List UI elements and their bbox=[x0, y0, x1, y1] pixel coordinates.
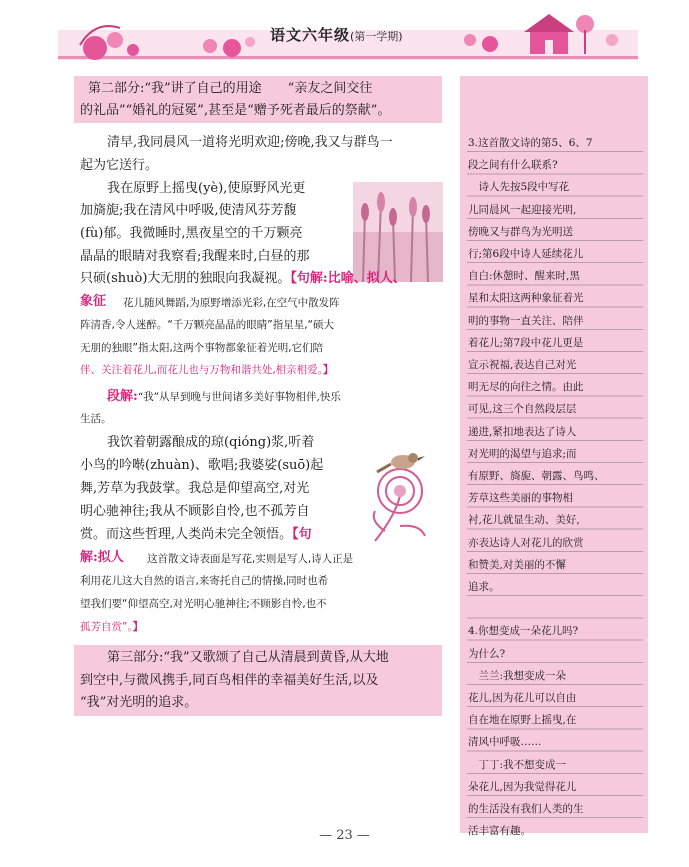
section-summary-line: 的礼品”“婚礼的冠冕”,甚至是“赠予死者最后的祭献”。 bbox=[80, 103, 391, 118]
sidebar-note-line: 行;第6段中诗人延续花儿 bbox=[468, 248, 584, 260]
sidebar-note-line: 亦表达诗人对花儿的欣赏 bbox=[468, 536, 584, 549]
paragraph-line: 我在原野上摇曳(yè),使原野风光更 bbox=[107, 181, 306, 196]
annotation-note-text: 孤芳自赏”。 bbox=[80, 621, 133, 633]
sidebar-note-line: 递进,紧扣地表达了诗人 bbox=[468, 425, 577, 438]
sidebar-note-line: 明的事物一直关注、陪伴 bbox=[468, 314, 584, 327]
sidebar-note-line: 4.你想变成一朵花儿吗? bbox=[468, 625, 579, 638]
paragraph-line: 舞,芳草为我鼓掌。我总是仰望高空,对光 bbox=[80, 481, 310, 496]
sentence-analysis-tag: 解:拟人 bbox=[80, 550, 124, 565]
sidebar-note-line: 3.这首散文诗的第5、6、7 bbox=[468, 137, 593, 149]
sidebar-note-line: 自在地在原野上摇曳,在 bbox=[468, 714, 577, 727]
paragraph-analysis bbox=[107, 386, 341, 409]
paragraph-line bbox=[80, 268, 406, 291]
sidebar-note-line: 丁丁:我不想变成一 bbox=[468, 758, 567, 771]
sidebar-note-line: 有原野、旖旎、朝露、鸟鸣、 bbox=[468, 470, 605, 482]
sidebar-note-line: 星和太阳这两种象征着光 bbox=[468, 292, 584, 305]
flower-field-illustration bbox=[353, 182, 443, 282]
sidebar-note-line: 花儿,因为花儿可以自由 bbox=[468, 692, 577, 704]
sidebar-note-line: 为什么? bbox=[468, 647, 506, 660]
annotation-note-line: 望我们要“仰望高空,对光明心驰神往;不顾影自怜,也不 bbox=[80, 598, 327, 610]
sidebar-note-line: 自白:休憩时、醒来时,黑 bbox=[468, 270, 580, 283]
paragraph-line: 我饮着朝露酿成的琼(qióng)浆,听着 bbox=[107, 435, 315, 450]
paragraph-line: 小鸟的吟啭(zhuàn)、歌唱;我婆娑(suō)起 bbox=[80, 458, 324, 473]
annotation-note-line bbox=[80, 616, 143, 638]
paragraph-analysis-label: 段解: bbox=[107, 389, 138, 404]
sidebar-note-line: 诗人先按5段中写花 bbox=[468, 181, 570, 194]
paragraph-line: 清早,我同晨风一道将光明欢迎;傍晚,我又与群鸟一 bbox=[107, 135, 393, 150]
paragraph-analysis-text: “我”从早到晚与世间诸多美好事物相伴,快乐 bbox=[137, 391, 341, 403]
sidebar-note-line: 对光明的渴望与追求;而 bbox=[468, 447, 577, 460]
paragraph-line: (fù)郁。我微睡时,黑夜星空的千万颗亮 bbox=[80, 226, 303, 241]
section-summary-line: “我”对光明的追求。 bbox=[80, 695, 198, 710]
annotation-note-line: 花儿随风舞蹈,为原野增添光彩,在空气中散发阵 bbox=[123, 297, 340, 309]
paragraph-text: 赏。而这些哲理,人类尚未完全领悟。 bbox=[80, 527, 293, 542]
paragraph-line: 起为它送行。 bbox=[80, 158, 159, 173]
section-summary-line: 到空中,与微风携手,同百鸟相伴的幸福美好生活,以及 bbox=[80, 673, 379, 688]
sidebar-note-line: 段之间有什么联系? bbox=[468, 159, 558, 172]
sidebar-note-line: 芳草这些美丽的事物相 bbox=[468, 492, 573, 505]
bird-on-flower-illustration bbox=[355, 436, 445, 546]
page-number: — 23 — bbox=[319, 828, 370, 843]
sidebar-note-line: 傍晚又与群鸟为光明送 bbox=[468, 225, 573, 238]
paragraph-line bbox=[80, 524, 312, 547]
paragraph-line: 晶晶的眼睛对我察看;我醒来时,白昼的那 bbox=[80, 249, 310, 264]
sidebar-note-line: 衬,花儿就显生动、美好, bbox=[468, 514, 580, 527]
book-term: (第一学期) bbox=[350, 30, 403, 43]
annotation-note-line: 阵清香,令人迷醉。“千万颗亮晶晶的眼睛”指星星,“硕大 bbox=[80, 319, 334, 331]
paragraph-line: 加旖旎;我在清风中呼吸,使清风芬芳馥 bbox=[80, 203, 297, 218]
annotation-note-line: 无朋的独眼”指太阳,这两个事物都象征着光明,它们陪 bbox=[80, 342, 324, 354]
sidebar-note-line: 活丰富有趣。 bbox=[468, 825, 531, 838]
book-title-text: 语文六年级 bbox=[270, 26, 351, 44]
sentence-analysis-tag: 【句解:比喻、拟人、 bbox=[290, 271, 406, 286]
annotation-note-text: 伴、关注着花儿,而花儿也与万物和谐共处,相亲相爱。 bbox=[80, 364, 323, 376]
annotation-note-line: 利用花儿这大自然的语言,来寄托自己的情操,同时也希 bbox=[80, 575, 329, 587]
sentence-analysis-tag: 】 bbox=[322, 364, 334, 376]
sidebar-note-line: 着花儿;第7段中花儿更是 bbox=[468, 336, 584, 349]
section-summary-line: 第三部分:“我”又歌颂了自己从清晨到黄昏,从大地 bbox=[107, 650, 389, 665]
paragraph-text: 只硕(shuò)大无朋的独眼向我凝视。 bbox=[80, 271, 291, 286]
sidebar-note-line: 儿同晨风一起迎接光明, bbox=[468, 203, 577, 216]
paragraph-line: 明心驰神往;我从不顾影自怜,也不孤芳自 bbox=[80, 504, 310, 519]
sidebar-note-line: 的生活没有我们人类的生 bbox=[468, 803, 584, 815]
section-summary-line: 第二部分:“我”讲了自己的用途 “亲友之间交往 bbox=[88, 81, 373, 96]
book-title bbox=[270, 24, 403, 45]
sidebar-note-line: 清风中呼吸…… bbox=[468, 736, 542, 749]
sidebar-note-line: 明无尽的向往之情。由此 bbox=[468, 381, 584, 394]
annotation-note-line bbox=[80, 359, 333, 381]
sidebar-note-line: 和赞美,对美丽的不懈 bbox=[468, 558, 566, 571]
sidebar-note-line: 追求。 bbox=[468, 581, 500, 593]
sidebar-note-line: 朵花儿,因为我觉得花儿 bbox=[468, 780, 577, 793]
sentence-analysis-tag: 】 bbox=[132, 621, 144, 633]
sentence-analysis-tag: 【句 bbox=[292, 527, 312, 542]
sidebar-note-line: 可见,这三个自然段层层 bbox=[468, 403, 577, 416]
paragraph-analysis-text: 生活。 bbox=[80, 413, 112, 425]
page-header bbox=[0, 0, 689, 66]
annotation-note-line: 这首散文诗表面是写花,实则是写人,诗人正是 bbox=[147, 553, 354, 565]
sidebar-note-line: 兰兰:我想变成一朵 bbox=[468, 669, 567, 682]
sidebar-note-line: 宣示祝福,表达自己对光 bbox=[468, 359, 577, 371]
sentence-analysis-tag: 象征 bbox=[80, 294, 107, 309]
